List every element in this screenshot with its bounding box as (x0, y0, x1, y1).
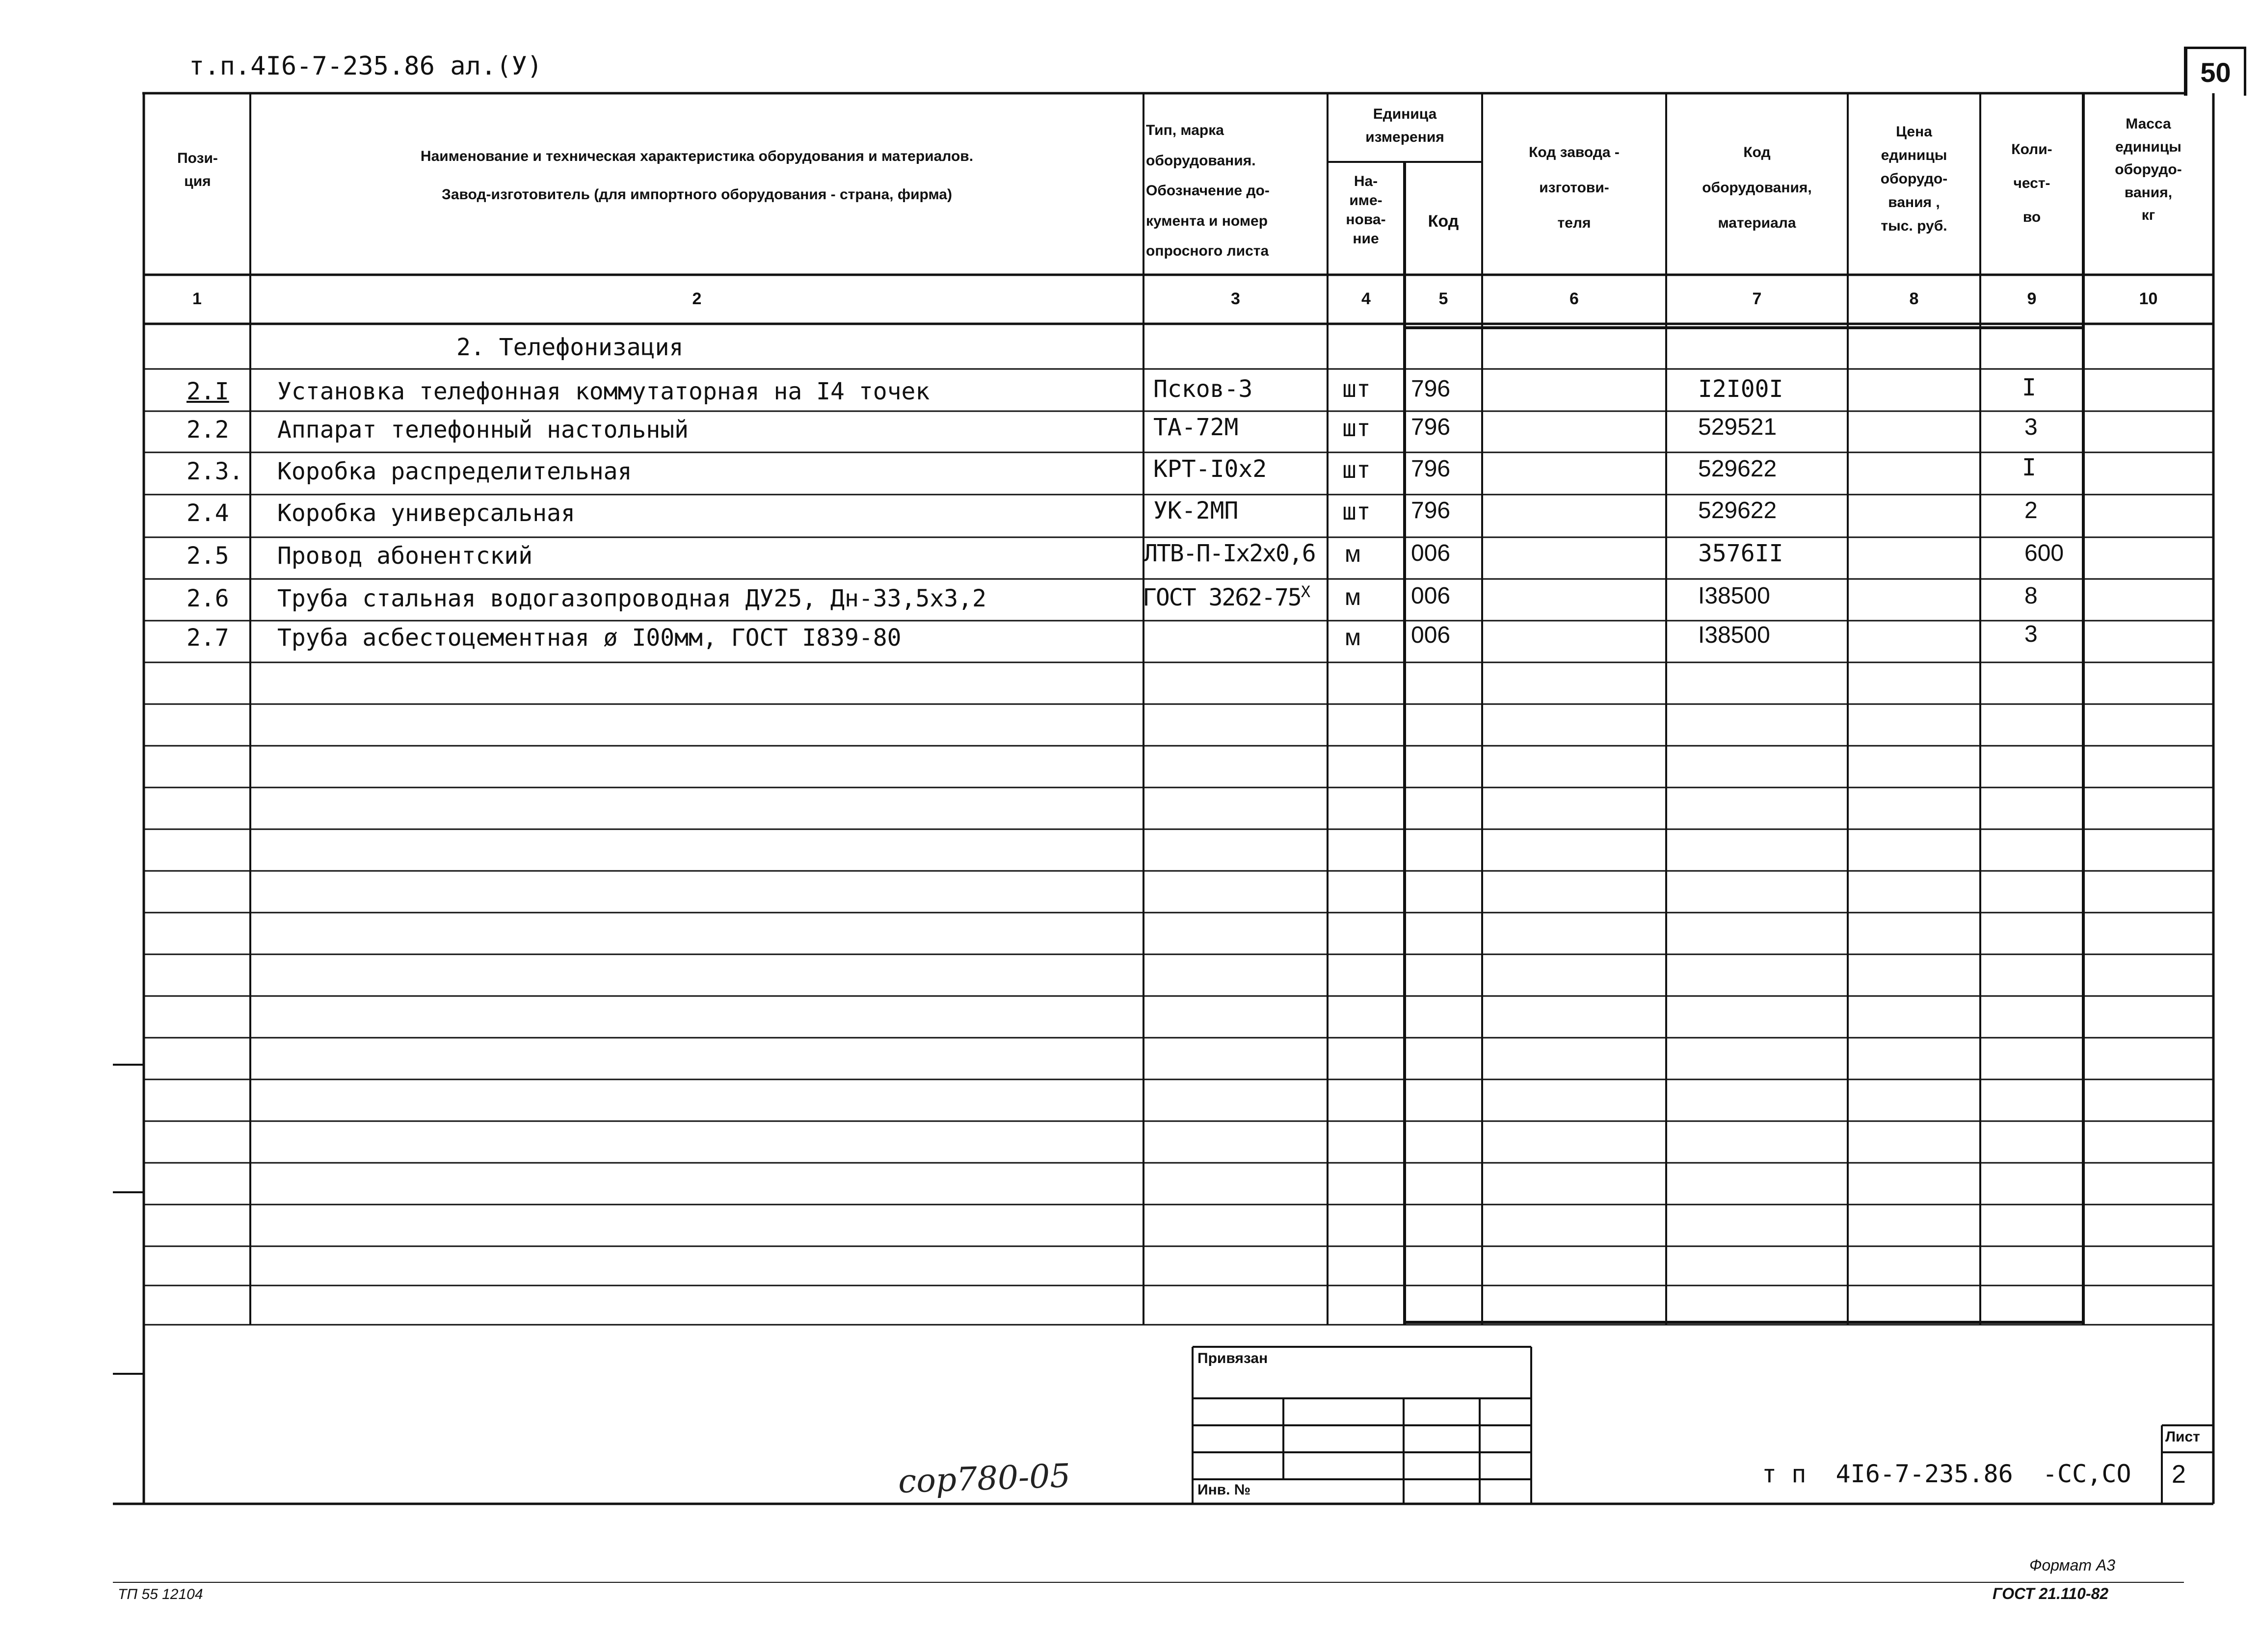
row-code: 796 (1411, 414, 1451, 440)
row-position: 2.4 (186, 499, 229, 527)
row-position: 2.6 (186, 585, 229, 612)
header-unit-code: Код (1428, 212, 1459, 231)
row-position: 2.2 (186, 416, 229, 444)
row-type: Псков-3 (1153, 375, 1253, 403)
col-number-7: 7 (1752, 289, 1762, 308)
row-type: УК-2МП (1153, 497, 1239, 524)
row-unit: шт (1342, 415, 1371, 442)
row-quantity: 3 (2024, 414, 2038, 440)
col-number-3: 3 (1231, 289, 1240, 308)
row-name: Установка телефонная коммутаторная на I4 точек (277, 378, 930, 405)
row-equipment-code: 3576II (1698, 540, 1783, 567)
row-equipment-code: 529521 (1698, 414, 1777, 440)
document-code-bottom: т п 4I6-7-235.86 -СС,СО (1762, 1460, 2131, 1488)
col-number-5: 5 (1438, 289, 1448, 308)
row-name: Коробка распределительная (277, 458, 632, 485)
row-unit: шт (1342, 375, 1371, 403)
sheet-label: Лист (2165, 1429, 2200, 1445)
col-number-4: 4 (1361, 289, 1371, 308)
row-name: Провод абонентский (277, 542, 533, 570)
row-quantity: 2 (2024, 498, 2038, 524)
header-unit: Единица измерения (1365, 106, 1444, 145)
stamp-privyazan: Привязан (1197, 1350, 1268, 1366)
col-number-9: 9 (2027, 289, 2037, 308)
row-type: ТА-72М (1153, 414, 1239, 441)
header-name: Наименование и техническая характеристика оборудования и материалов. Завод-изготовитель (для импортного оборудования - страна, фирма) (420, 148, 974, 203)
row-unit: м (1345, 584, 1361, 610)
gost-reference: ГОСТ 21.110-82 (1993, 1585, 2109, 1602)
header-unit-mass: Масса единицы оборудо- вания, кг (2115, 116, 2182, 223)
row-code: 006 (1411, 540, 1451, 566)
row-code: 006 (1411, 583, 1451, 609)
row-name: Труба асбестоцементная ø I00мм, ГОСТ I839-80 (277, 624, 902, 652)
header-type: Тип, марка оборудования. Обозначение до- кумента и номер опросного листа (1146, 122, 1270, 259)
row-equipment-code: 529622 (1698, 498, 1777, 524)
row-name: Коробка универсальная (277, 499, 575, 527)
handwritten-number: сор780-05 (897, 1456, 1071, 1501)
row-code: 796 (1411, 456, 1451, 482)
row-quantity: I (2022, 454, 2036, 481)
sheet-number: 2 (2172, 1460, 2186, 1489)
header-unit-price: Цена единицы оборудо- вания , тыс. руб. (1880, 124, 1948, 234)
col-number-10: 10 (2139, 289, 2158, 308)
row-quantity: 3 (2024, 621, 2038, 647)
row-quantity: I (2022, 374, 2036, 401)
header-position: Пози- ция (177, 150, 218, 189)
stamp-inventory-number: Инв. № (1197, 1482, 1251, 1498)
bottom-left-code: ТП 55 12104 (118, 1586, 203, 1602)
row-type: КРТ-I0х2 (1153, 455, 1267, 483)
header-unit-name: На- име- нова- ние (1346, 173, 1386, 247)
row-equipment-code: I38500 (1698, 583, 1770, 609)
header-quantity: Коли- чест- во (2011, 141, 2052, 225)
page-number: 50 (2184, 47, 2246, 96)
row-unit: шт (1342, 456, 1371, 484)
document-code: т.п.4I6-7-235.86 ал.(У) (189, 52, 543, 81)
row-equipment-code: I2I00I (1698, 375, 1783, 403)
col-number-8: 8 (1909, 289, 1919, 308)
row-quantity: 8 (2024, 583, 2038, 609)
row-unit: м (1345, 541, 1361, 567)
row-code: 006 (1411, 622, 1451, 648)
col-number-2: 2 (692, 289, 702, 308)
row-position: 2.7 (186, 624, 229, 652)
row-unit: шт (1342, 498, 1371, 525)
row-equipment-code: 529622 (1698, 456, 1777, 482)
row-position: 2.I (186, 378, 229, 405)
header-factory-code: Код завода - изготови- теля (1529, 144, 1620, 231)
row-code: 796 (1411, 376, 1451, 402)
row-position: 2.5 (186, 542, 229, 570)
row-name: Труба стальная водогазопроводная ДУ25, Дн-33,5х3,2 (277, 585, 986, 612)
col-number-1: 1 (192, 289, 202, 308)
row-code: 796 (1411, 498, 1451, 524)
row-type: ГОСТ $3262-75^Х$ (1143, 582, 1310, 611)
row-equipment-code: I38500 (1698, 622, 1770, 648)
row-type: ЛТВ-П-Iх2х0,6 (1143, 540, 1315, 567)
row-quantity: 600 (2024, 540, 2064, 566)
col-number-6: 6 (1569, 289, 1579, 308)
header-equipment-code: Код оборудования, материала (1702, 144, 1812, 231)
row-position: 2.3. (186, 458, 243, 485)
row-name: Аппарат телефонный настольный (277, 416, 689, 444)
row-unit: м (1345, 625, 1361, 651)
section-title: 2. Телефонизация (456, 334, 684, 361)
paper-format: Формат А3 (2029, 1556, 2116, 1574)
